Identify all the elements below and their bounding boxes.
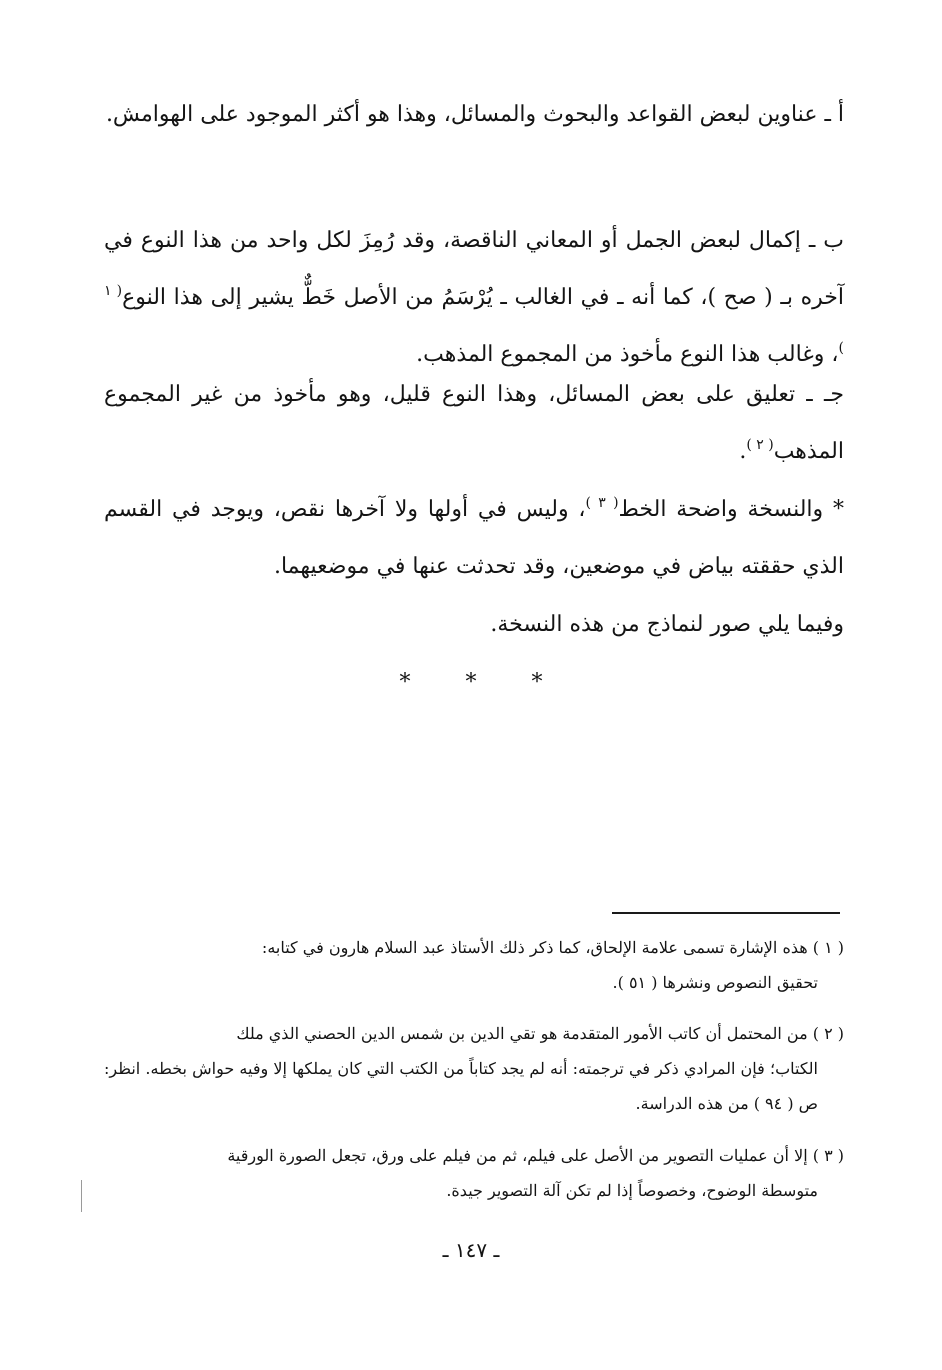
footnote-3 (104, 1138, 844, 1208)
page-number: ـ ١٤٧ ـ (442, 1238, 500, 1262)
footnote-1 (104, 930, 844, 1000)
paragraph-manuscript-text-end: ، وليس في أولها ولا آخرها نقص، ويوجد في القسم الذي حققته بياض في موضعين، وقد تحدثت عنها في موضعيهما. (104, 497, 844, 579)
footnote-3-line2: متوسطة الوضوح، وخصوصاً إذا لم تكن آلة التصوير جيدة. (446, 1181, 818, 1200)
footnote-3-line1: ( ٣ ) إلا أن عمليات التصوير من الأصل على فيلم، ثم من فيلم على ورق، تجعل الصورة الورقية (227, 1146, 844, 1165)
footnote-2-line1: ( ٢ ) من المحتمل أن كاتب الأمور المتقدمة هو تقي الدين بن شمس الدين الحصني الذي ملك (236, 1024, 844, 1043)
footnote-ref-1[interactable]: ( ١ ) (104, 283, 844, 356)
footnote-2 (104, 1016, 844, 1121)
paragraph-manuscript-text: * والنسخة واضحة الخط (618, 497, 844, 522)
paragraph-b (104, 212, 844, 383)
footnote-ref-3[interactable]: ( ٣ ) (585, 495, 619, 511)
separator-star: * (465, 670, 477, 695)
paragraph-b-text-end: ، وغالب هذا النوع مأخوذ من المجموع المذهب. (416, 342, 839, 367)
paragraph-a: أ ـ عناوين لبعض القواعد والبحوث والمسائل، وهذا هو أكثر الموجود على الهوامش. (105, 102, 844, 127)
footnote-ref-2[interactable]: ( ٢ ) (746, 437, 774, 453)
paragraph-manuscript (104, 481, 844, 595)
footnote-divider (612, 912, 840, 914)
paragraph-following: وفيما يلي صور لنماذج من هذه النسخة. (490, 612, 844, 637)
separator-star: * (531, 670, 543, 695)
paragraph-c-text-end: . (739, 439, 747, 464)
footnote-1-line1: ( ١ ) هذه الإشارة تسمى علامة الإلحاق، كما ذكر ذلك الأستاذ عبد السلام هارون في كتابه: (261, 938, 844, 957)
footnote-1-line2: تحقيق النصوص ونشرها ( ٥١ ). (612, 973, 818, 992)
paragraph-b-text: ب ـ إكمال لبعض الجمل أو المعاني الناقصة، وقد رُمِزَ لكل واحد من هذا النوع في آخره بـ ( صح )، كما أنه ـ في الغالب ـ يُرْسَمُ من الأصل خَطٌّ يشير إلى هذا النوع (104, 228, 844, 310)
scan-margin-mark (81, 1180, 82, 1212)
paragraph-c-text: جـ ـ تعليق على بعض المسائل، وهذا النوع قليل، وهو مأخوذ من غير المجموع المذهب (104, 382, 844, 464)
paragraph-c (104, 366, 844, 480)
section-separator (0, 670, 942, 695)
separator-star: * (399, 670, 411, 695)
footnote-2-line2: الكتاب؛ فإن المرادي ذكر في ترجمته: أنه لم يجد كتاباً من الكتب التي كان يملكها إلا وفيه حواش بخطه. انظر: ص ( ٩٤ ) من هذه الدراسة. (104, 1059, 819, 1113)
